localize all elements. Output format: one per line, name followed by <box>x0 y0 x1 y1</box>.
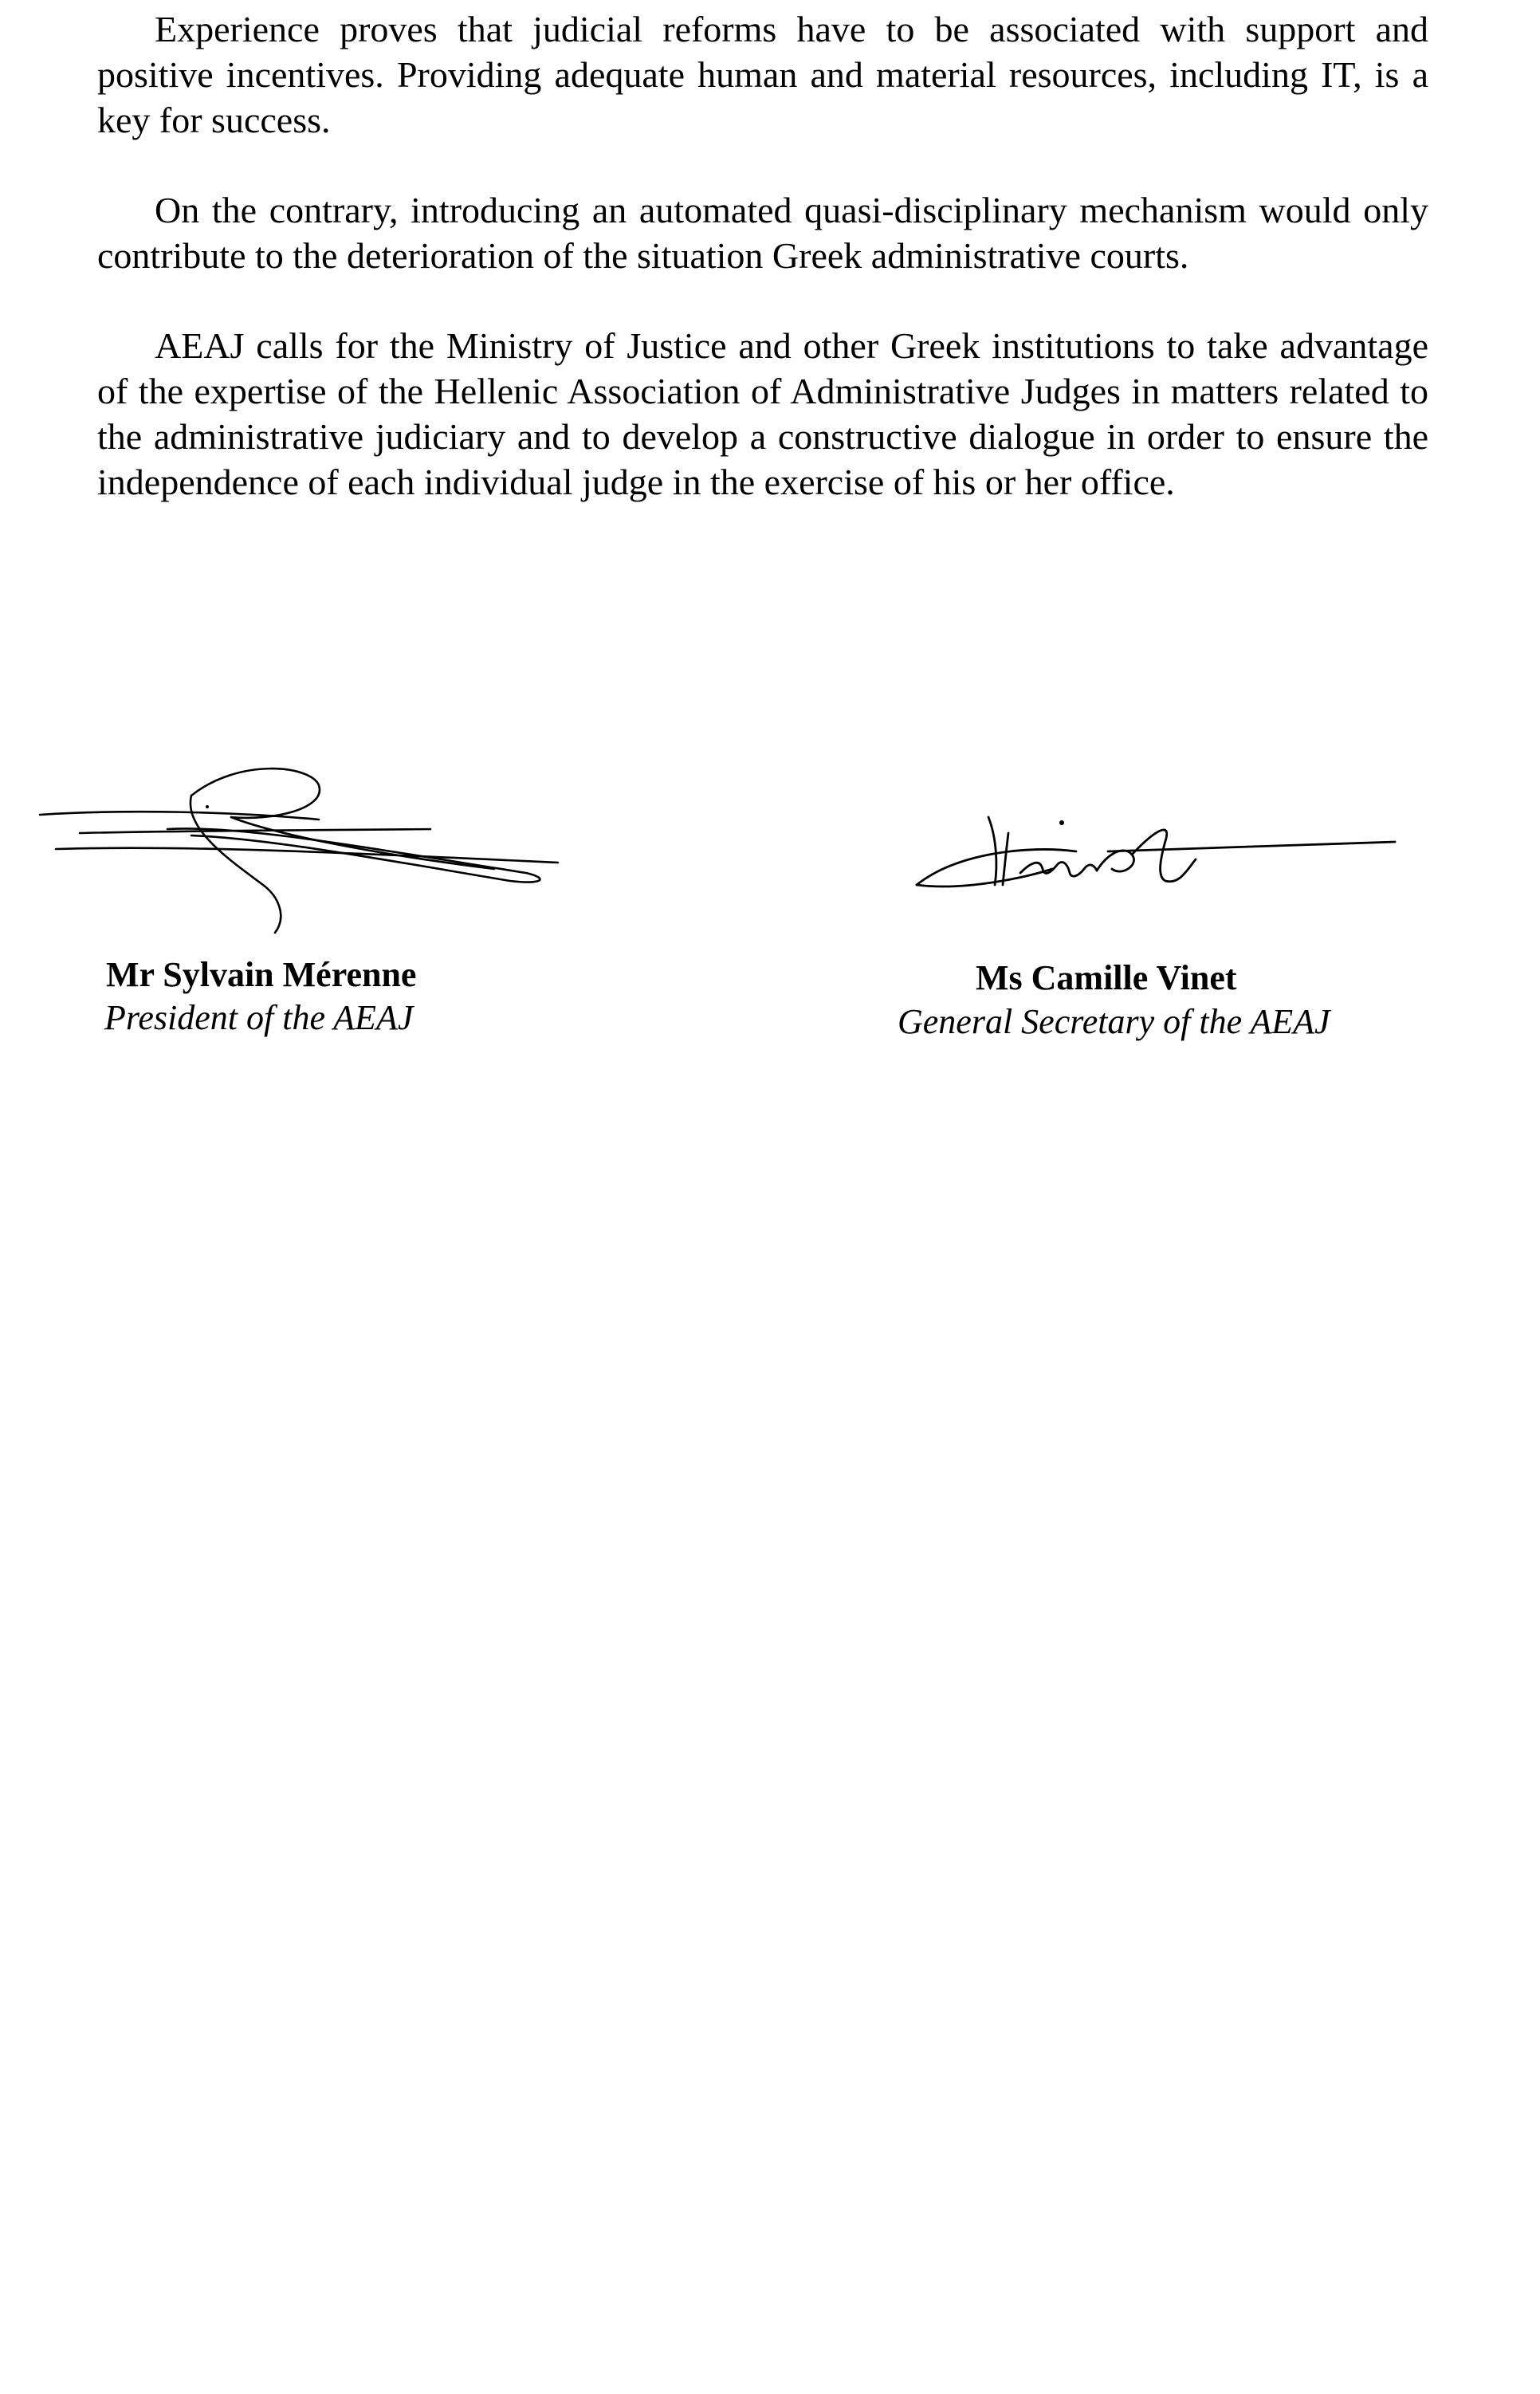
letter-body <box>97 6 1428 549</box>
signer-name-president: Mr Sylvain Mérenne <box>106 955 417 994</box>
signature-president-mark <box>32 741 582 941</box>
signer-role-secretary: General Secretary of the AEAJ <box>898 1002 1330 1041</box>
signature-secretary <box>869 765 1427 925</box>
signature-secretary-mark <box>869 765 1427 925</box>
signature-president <box>32 741 582 941</box>
paragraph-call: AEAJ calls for the Ministry of Justice and other Greek institutions to take advantage of the expertise of the Hellenic Association of Administrative Judges in matters related to the administrative judiciary and to develop a constructive dialogue in order to ensure the independence of each individual judge in the exercise of his or her office. <box>97 325 1428 502</box>
signer-name-secretary: Ms Camille Vinet <box>976 958 1237 997</box>
signer-role-president: President of the AEAJ <box>104 998 414 1037</box>
paragraph-incentives: Experience proves that judicial reforms have to be associated with support and positive incentives. Providing adequate human and material resources, including IT, is a key for success. <box>97 9 1428 140</box>
paragraph-mechanism: On the contrary, introducing an automated quasi-disciplinary mechanism would only contribute to the deterioration of the situation Greek administrative courts. <box>97 190 1428 276</box>
